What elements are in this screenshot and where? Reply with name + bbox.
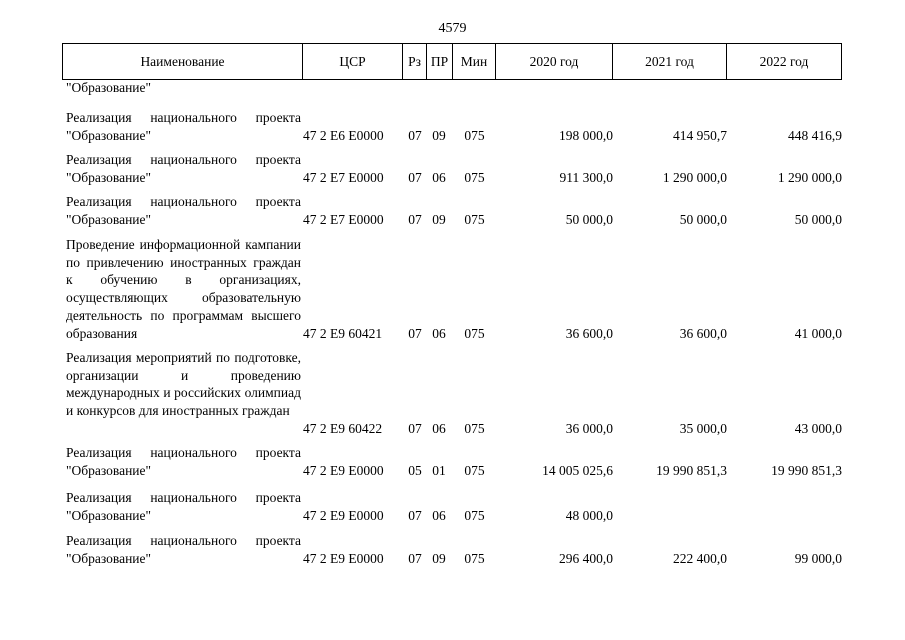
row-rz: 07 (408, 550, 422, 566)
row-2020: 14 005 025,6 (542, 462, 613, 478)
row-name: Реализация национального проекта "Образование" (66, 194, 301, 227)
row-name: Реализация национального проекта "Образование" (66, 490, 301, 523)
row-pr: 06 (432, 507, 446, 523)
row-pr: 06 (432, 169, 446, 185)
row-pr: 09 (432, 211, 446, 227)
row-name: Реализация национального проекта "Образование" (66, 533, 301, 566)
row-2020: 50 000,0 (565, 211, 613, 227)
row-name: Реализация национального проекта "Образование" (66, 110, 301, 143)
header-rz: Рз (403, 44, 427, 80)
row-2022: 19 990 851,3 (771, 462, 842, 478)
row-name: Реализация национального проекта "Образование" (66, 445, 301, 478)
row-pr: 09 (432, 550, 446, 566)
row-csr: 47 2 Е9 60421 (303, 325, 383, 341)
row-2021: 35 000,0 (679, 420, 727, 436)
row-rz: 07 (408, 325, 422, 341)
row-pr: 06 (432, 325, 446, 341)
row-2021: 36 600,0 (679, 325, 727, 341)
row-2022: 43 000,0 (794, 420, 842, 436)
row-csr: 47 2 Е6 Е0000 (303, 127, 384, 143)
row-2022: 1 290 000,0 (777, 169, 842, 185)
row-csr: 47 2 Е7 Е0000 (303, 211, 384, 227)
row-2020: 36 000,0 (565, 420, 613, 436)
row-rz: 07 (408, 507, 422, 523)
row-2022: 50 000,0 (794, 211, 842, 227)
row-rz: 07 (408, 169, 422, 185)
header-min: Мин (453, 44, 496, 80)
row-2021: 19 990 851,3 (656, 462, 727, 478)
row-rz: 07 (408, 420, 422, 436)
row-min: 075 (464, 462, 485, 478)
header-name: Наименование (63, 44, 303, 80)
row-min: 075 (464, 420, 485, 436)
row-2020: 198 000,0 (559, 127, 613, 143)
table-header (62, 43, 842, 80)
row-min: 075 (464, 325, 485, 341)
row-rz: 05 (408, 462, 422, 478)
row-name: Проведение информационной кампании по привлечению иностранных граждан к обучению в организациях, осуществляющих образовательную деятельность по программам высшего образования (66, 237, 301, 341)
row-min: 075 (464, 211, 485, 227)
row-name: Реализация национального проекта "Образование" (66, 152, 301, 185)
header-csr: ЦСР (303, 44, 403, 80)
row-min: 075 (464, 507, 485, 523)
row-csr: 47 2 Е9 Е0000 (303, 462, 384, 478)
header-2021: 2021 год (613, 44, 727, 80)
row-2020: 48 000,0 (565, 507, 613, 523)
row-2021: 50 000,0 (679, 211, 727, 227)
row-pr: 06 (432, 420, 446, 436)
row-rz: 07 (408, 127, 422, 143)
row-csr: 47 2 Е7 Е0000 (303, 169, 384, 185)
row-2020: 36 600,0 (565, 325, 613, 341)
page-number: 4579 (438, 21, 467, 36)
continuation-text: "Образование" (66, 80, 152, 95)
row-2022: 448 416,9 (788, 127, 842, 143)
row-pr: 09 (432, 127, 446, 143)
row-min: 075 (464, 169, 485, 185)
row-2022: 99 000,0 (794, 550, 842, 566)
row-2022: 41 000,0 (794, 325, 842, 341)
header-2020: 2020 год (496, 44, 613, 80)
row-min: 075 (464, 127, 485, 143)
header-pr: ПР (427, 44, 453, 80)
row-2021: 414 950,7 (673, 127, 727, 143)
row-csr: 47 2 Е9 60422 (303, 420, 383, 436)
row-csr: 47 2 Е9 Е0000 (303, 550, 384, 566)
header-2022: 2022 год (727, 44, 842, 80)
row-pr: 01 (432, 462, 446, 478)
row-csr: 47 2 Е9 Е0000 (303, 507, 384, 523)
row-rz: 07 (408, 211, 422, 227)
row-name: Реализация мероприятий по подготовке, организации и проведению международных и российских олимпиад и конкурсов для иностранных граждан (66, 350, 301, 419)
row-min: 075 (464, 550, 485, 566)
row-2020: 296 400,0 (559, 550, 613, 566)
row-2021: 222 400,0 (673, 550, 727, 566)
row-2021: 1 290 000,0 (662, 169, 727, 185)
row-2020: 911 300,0 (559, 169, 613, 185)
